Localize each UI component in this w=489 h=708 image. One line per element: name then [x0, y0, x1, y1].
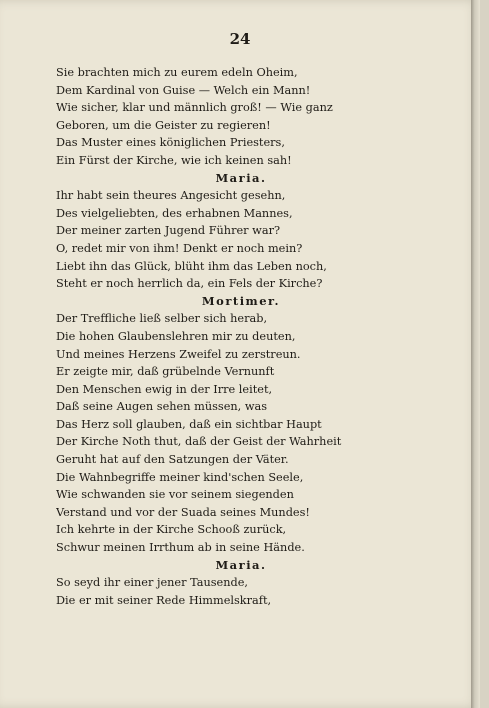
verse-line: Die Wahnbegriffe meiner kind'schen Seele,: [56, 470, 304, 484]
verse-line: Geboren, um die Geister zu regieren!: [56, 118, 271, 132]
verse-line: Ein Fürst der Kirche, wie ich keinen sah!: [56, 153, 292, 167]
verse-line: Liebt ihn das Glück, blüht ihm das Leben noch,: [56, 259, 327, 273]
verse-line: Der Treffliche ließ selber sich herab,: [56, 312, 268, 326]
verse-line: Wie schwanden sie vor seinem siegenden: [56, 488, 294, 502]
verse-line: Der Kirche Noth thut, daß der Geist der Wahrheit: [56, 435, 342, 449]
verse-line: Steht er noch herrlich da, ein Fels der Kirche?: [56, 277, 323, 291]
verse-line: Er zeigte mir, daß grübelnde Vernunft: [56, 365, 275, 379]
verse-text: [56, 64, 466, 609]
verse-line: Den Menschen ewig in der Irre leitet,: [56, 382, 273, 396]
verse-line: Sie brachten mich zu eurem edeln Oheim,: [56, 66, 298, 79]
verse-line: Verstand und vor der Suada seines Mundes!: [56, 505, 310, 519]
verse-line: Des vielgeliebten, des erhabnen Mannes,: [56, 206, 293, 220]
verse-line: Geruht hat auf den Satzungen der Väter.: [56, 453, 289, 467]
verse-line: Daß seine Augen sehen müssen, was: [56, 400, 268, 414]
verse-line: Ihr habt sein theures Angesicht gesehn,: [56, 189, 286, 203]
verse-line: Die er mit seiner Rede Himmelskraft,: [56, 593, 272, 607]
page-number: 24: [229, 30, 251, 48]
verse-line: So seyd ihr einer jener Tausende,: [56, 576, 249, 590]
verse-line: Das Herz soll glauben, daß ein sichtbar Haupt: [56, 417, 322, 431]
verse-line: Wie sicher, klar und männlich groß! — Wie ganz: [56, 101, 333, 115]
verse-line: Dem Kardinal von Guise — Welch ein Mann!: [56, 83, 311, 97]
verse-line: Der meiner zarten Jugend Führer war?: [56, 224, 281, 238]
speaker-name: Maria.: [215, 170, 267, 185]
speaker-name: Maria.: [215, 557, 267, 572]
verse-line: O, redet mir von ihm! Denkt er noch mein?: [56, 241, 303, 255]
speaker-name: Mortimer.: [201, 293, 281, 308]
verse-line: Die hohen Glaubenslehren mir zu deuten,: [56, 329, 296, 343]
verse-line: Und meines Herzens Zweifel zu zerstreun.: [56, 347, 301, 361]
verse-line: Ich kehrte in der Kirche Schooß zurück,: [56, 523, 287, 537]
verse-line: Schwur meinen Irrthum ab in seine Hände.: [56, 541, 305, 555]
verse-line: Das Muster eines königlichen Priesters,: [56, 136, 285, 150]
page-edge: [471, 0, 480, 708]
